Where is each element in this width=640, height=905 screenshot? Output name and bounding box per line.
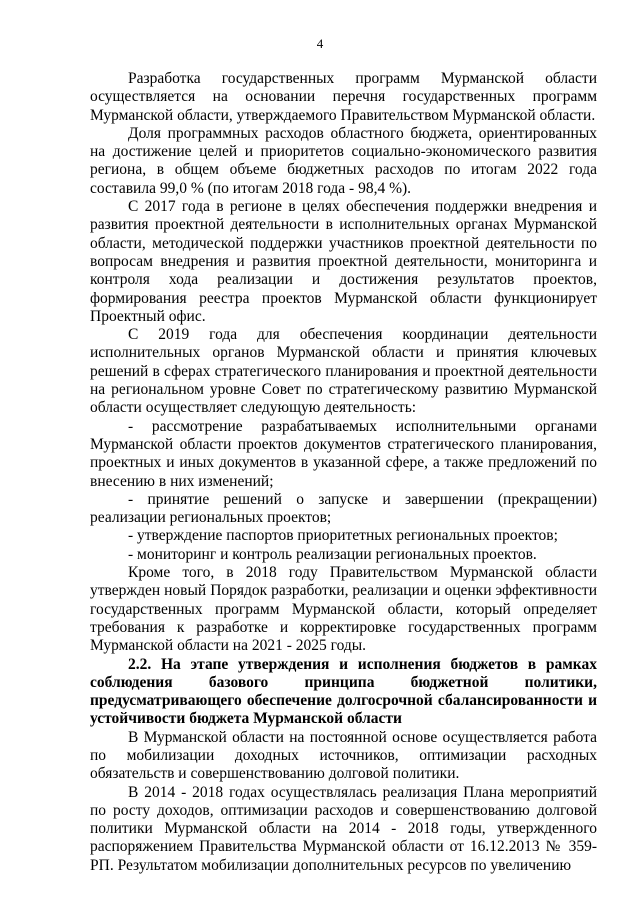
paragraph-project-office: С 2017 года в регионе в целях обеспечения поддержки внедрения и развития проектной деятельности в исполнительных органах Мурманской области, методической поддержки участников проектной деятельности по вопросам внедрения и развития проектной деятельности, мониторинга и контроля хода реализации и достижения результатов проектов, формирования реестра проектов Мурманской области функционирует Проектный офис.	[90, 198, 597, 325]
paragraph-strategic-council: С 2019 года для обеспечения координации деятельности исполнительных органов Мурманской области и принятия ключевых решений в сферах стратегического планирования и проектной деятельности на региональном уровне Совет по стратегическому развитию Мурманской области осуществляет следующую деятельность:	[90, 326, 597, 417]
section-heading-2-2: 2.2. На этапе утверждения и исполнения бюджетов в рамках соблюдения базового принципа бюджетной политики, предусматривающего обеспечение долгосрочной сбалансированности и устойчивости бюджета Мурманской области	[90, 655, 597, 728]
paragraph-new-procedure: Кроме того, в 2018 году Правительством Мурманской области утвержден новый Порядок разработки, реализации и оценки эффективности государственных программ Мурманской области, который определяет требования к разработке и корректировке государственных программ Мурманской области на 2021 - 2025 годы.	[90, 564, 597, 655]
page-number: 4	[316, 36, 324, 51]
list-item-monitoring: - мониторинг и контроль реализации региональных проектов.	[128, 545, 537, 563]
paragraph-action-plan: В 2014 - 2018 годах осуществлялась реализация Плана мероприятий по росту доходов, оптимизации расходов и совершенствованию долговой политики Мурманской области на 2014 - 2018 годы, утвержденного распоряжением Правительства Мурманской области от 16.12.2013 № 359-РП. Результатом мобилизации дополнительных ресурсов по увеличению	[90, 783, 597, 874]
paragraph-revenue-mobilization: В Мурманской области на постоянной основе осуществляется работа по мобилизации доходных источников, оптимизации расходных обязательств и совершенствованию долговой политики.	[90, 728, 597, 783]
paragraph-program-expenses-share: Доля программных расходов областного бюджета, ориентированных на достижение целей и приоритетов социально-экономического развития региона, в общем объеме бюджетных расходов по итогам 2022 года составила 99,0 % (по итогам 2018 года - 98,4 %).	[90, 124, 597, 197]
list-item-passport-approval: - утверждение паспортов приоритетных региональных проектов;	[128, 527, 558, 545]
list-item-project-decisions: - принятие решений о запуске и завершении (прекращении) реализации региональных проектов;	[90, 490, 597, 527]
list-item-review-documents: - рассмотрение разрабатываемых исполнительными органами Мурманской области проектов документов стратегического планирования, проектных и иных документов в указанной сфере, а также предложений по внесению в них изменений;	[90, 417, 597, 490]
document-body	[90, 70, 597, 875]
paragraph-program-development: Разработка государственных программ Мурманской области осуществляется на основании перечня государственных программ Мурманской области, утверждаемого Правительством Мурманской области.	[90, 70, 597, 124]
